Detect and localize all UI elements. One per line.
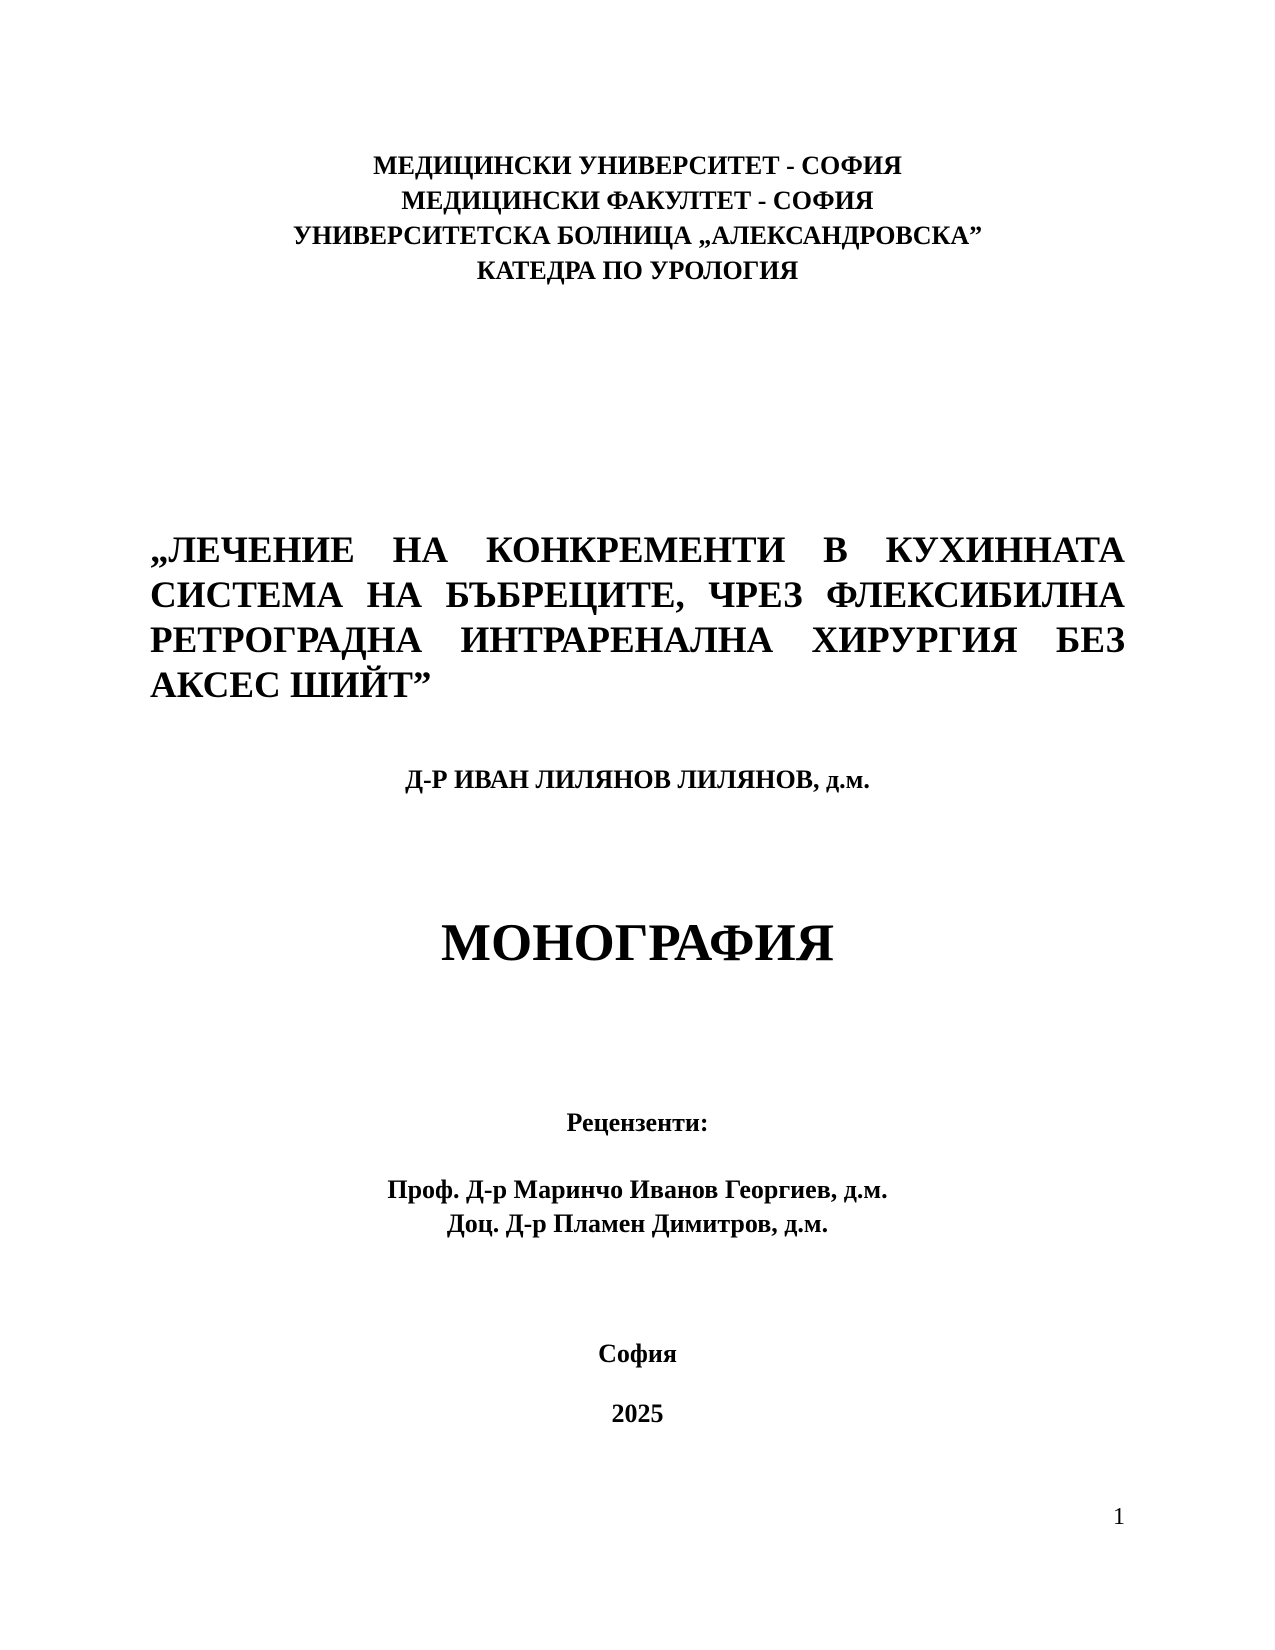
- reviewer-name: Доц. Д-р Пламен Димитров, д.м.: [446, 1209, 829, 1238]
- reviewer-name: Проф. Д-р Маринчо Иванов Георгиев, д.м.: [387, 1175, 888, 1204]
- author-name: Д-Р ИВАН ЛИЛЯНОВ ЛИЛЯНОВ, д.м.: [405, 765, 870, 794]
- department-name: КАТЕДРА ПО УРОЛОГИЯ: [476, 256, 799, 285]
- document-type: МОНОГРАФИЯ: [441, 914, 834, 972]
- publication-year: 2025: [611, 1399, 664, 1428]
- hospital-name: УНИВЕРСИТЕТСКА БОЛНИЦА „АЛЕКСАНДРОВСКА”: [292, 221, 983, 250]
- university-name: МЕДИЦИНСКИ УНИВЕРСИТЕТ - СОФИЯ: [373, 151, 902, 180]
- reviewers-list: [150, 1173, 1125, 1241]
- institution-header: [150, 148, 1125, 288]
- faculty-name: МЕДИЦИНСКИ ФАКУЛТЕТ - СОФИЯ: [401, 186, 874, 215]
- reviewers-heading: Рецензенти:: [566, 1108, 709, 1137]
- monograph-title: „ЛЕЧЕНИЕ НА КОНКРЕМЕНТИ В КУХИННАТА СИСТЕМА НА БЪБРЕЦИТЕ, ЧРЕЗ ФЛЕКСИБИЛНА РЕТРОГРАДНА ИНТРАРЕНАЛНА ХИРУРГИЯ БЕЗ АКСЕС ШИЙТ”: [150, 530, 1125, 706]
- publication-city: София: [598, 1339, 677, 1368]
- page-number: 1: [1113, 1504, 1125, 1530]
